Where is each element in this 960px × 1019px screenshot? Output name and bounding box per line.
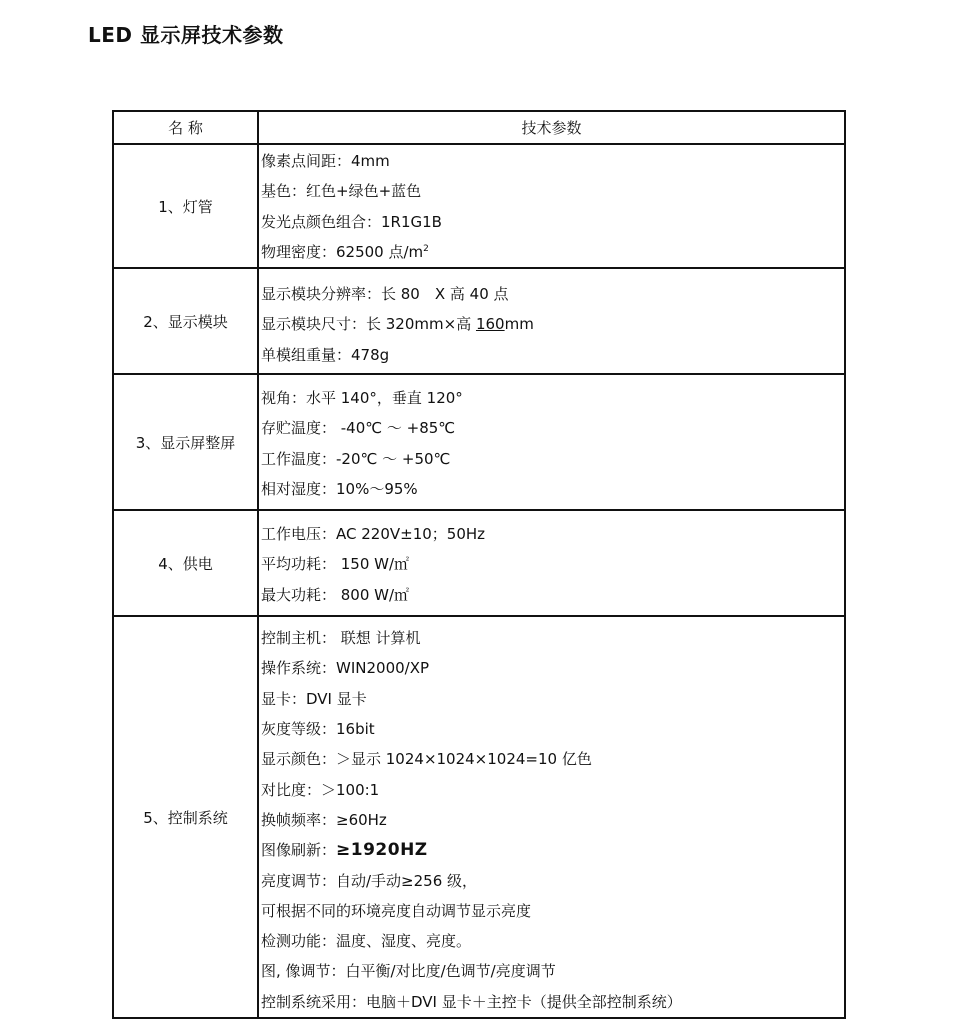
param-line: 显示颜色：＞显示 1024×1024×1024=10 亿色 [261,750,592,769]
row-name-control: 5、控制系统 [113,616,258,1018]
table-row [113,144,845,268]
param-line: 操作系统：WIN2000/XP [261,659,430,678]
param-line: 换帧频率：≥60Hz [261,810,387,829]
param-line: 基色：红色+绿色+蓝色 [261,182,422,201]
param-line-refresh: 图像刷新：≥1920HZ [261,840,428,861]
param-line: 控制主机： 联想 计算机 [261,629,421,648]
spec-table [112,110,846,1019]
param-line: 显示模块分辨率：长 80 X 高 40 点 [261,285,509,304]
param-line: 存贮温度： -40℃ ～ +85℃ [261,419,456,438]
param-line: 工作温度：-20℃ ～ +50℃ [261,449,451,468]
param-line: 检测功能：温度、湿度、亮度。 [261,932,472,951]
row-name-module: 2、显示模块 [113,268,258,374]
table-row [113,268,845,374]
param-line-density: 物理密度：62500 点$/m^2$ [261,242,429,261]
row-params-screen [258,374,845,510]
param-line: 灰度等级：16bit [261,720,375,739]
refresh-value: ≥1920HZ [336,840,428,861]
param-line: 控制系统采用：电脑＋DVI 显卡＋主控卡（提供全部控制系统） [261,992,682,1011]
header-name: 名 称 [113,111,258,144]
param-line: 发光点颜色组合：1R1G1B [261,212,442,231]
param-line: 单模组重量：478g [261,345,390,364]
row-params-power [258,510,845,616]
param-line: 图, 像调节：白平衡/对比度/色调节/亮度调节 [261,962,556,981]
row-name-screen: 3、显示屏整屏 [113,374,258,510]
param-line: 视角：水平 140°，垂直 120° [261,389,463,408]
row-name-led: 1、灯管 [113,144,258,268]
param-line: 对比度：＞100:1 [261,780,380,799]
table-header-row [113,111,845,144]
page-title: LED 显示屏技术参数 [88,23,284,47]
param-line: 工作电压：AC 220V±10；50Hz [261,525,486,544]
param-line: 相对湿度：10%～95% [261,480,418,499]
row-params-control [258,616,845,1018]
param-line: 平均功耗： 150 W/㎡ [261,555,410,574]
param-line: 可根据不同的环境亮度自动调节显示亮度 [261,901,532,920]
param-line: 亮度调节：自动/手动≥256 级， [261,871,478,890]
param-line: 像素点间距：4mm [261,152,390,170]
table-row [113,510,845,616]
param-line-size: 显示模块尺寸：长 320mm×高 160mm [261,315,534,334]
row-name-power: 4、供电 [113,510,258,616]
param-line: 最大功耗： 800 W/㎡ [261,585,410,604]
row-params-led [258,144,845,268]
table-row [113,616,845,1018]
param-line: 显卡：DVI 显卡 [261,689,367,708]
table-row [113,374,845,510]
header-params: 技术参数 [258,111,845,144]
row-params-module [258,268,845,374]
